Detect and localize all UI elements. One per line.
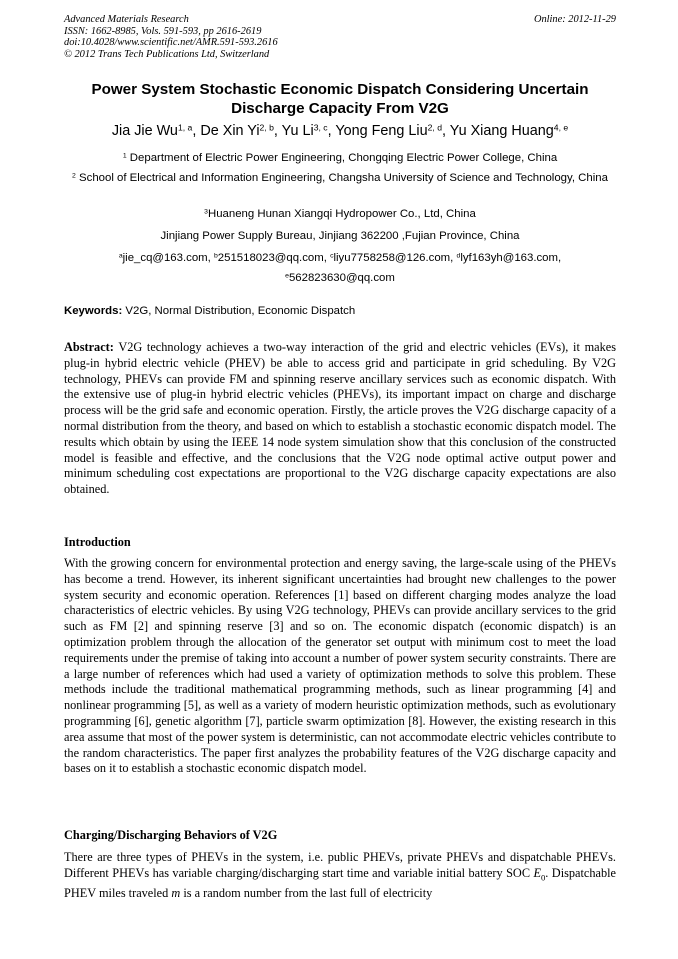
affiliation-2 [64, 170, 616, 186]
charging-heading: Charging/Discharging Behaviors of V2G [64, 828, 278, 842]
author-name: De Xin Yi [200, 123, 260, 139]
affiliation-3 [64, 206, 616, 222]
journal-name: Advanced Materials Research [64, 14, 189, 25]
author-sup: 2, b [259, 122, 274, 133]
email-address: 562823630@qq.com [288, 272, 395, 284]
email-address: liyu7758258@126.com, [333, 252, 457, 264]
math-m: m [171, 886, 181, 901]
abstract-label: Abstract: [64, 340, 114, 354]
email-sup: b [213, 252, 218, 260]
paper-title: Power System Stochastic Economic Dispatch Considering Uncertain Discharge Capacity From V2G [91, 81, 589, 117]
affiliation-sup: 3 [204, 208, 208, 216]
email-address: lyf163yh@163.com, [460, 252, 562, 264]
affiliation-text: Huaneng Hunan Xiangqi Hydropower Co., Ltd, China [207, 208, 476, 220]
affiliation-sup: 1 [122, 152, 127, 160]
author-sep: , [442, 123, 450, 139]
abstract-text: V2G technology achieves a two-way interaction of the grid and electric vehicles (EVs), it makes plug-in hybrid electric vehicle (PHEV) be able to access grid and participate in grid scheduling. By V2G technology, PHEVs can provide FM and spinning reserve ancillary services such as economic dispatch. With the extensive use of plug-in hybrid electric vehicles (PHEVs), its important impact on charge and discharge process will be the grid safe and economic operation. Firstly, the article proves the V2G discharge capacity of a normal distribution from the theory, and based on which to establish a stochastic economic dispatch model. The results which obtain by using the IEEE 14 node system simulation show that this conclusion of the constructed model is feasible and effective, and the conclusions that the V2G node optimal active output power and minimum scheduling cost expectations are proportional to the V2G discharge capacity expectations are also obtained. [64, 340, 616, 497]
author-sep: , [327, 123, 336, 139]
keywords-label: Keywords: [64, 305, 123, 317]
affiliation-text: Department of Electric Power Engineering, Chongqing Electric Power College, China [126, 152, 558, 164]
keywords-text: V2G, Normal Distribution, Economic Dispatch [122, 305, 356, 317]
author-name: Jia Jie Wu [111, 123, 178, 139]
math-symbol: E [533, 865, 541, 880]
affiliation-4: Jinjiang Power Supply Bureau, Jinjiang 362200 ,Fujian Province, China [160, 230, 520, 242]
charging-text-part: There are three types of PHEVs in the system, i.e. public PHEVs, private PHEVs and dispatchable PHEVs. Different PHEVs has variable charging/discharging start time and variable initial battery SOC [64, 850, 616, 880]
email-e [64, 270, 616, 286]
author-name: Yu Xiang Huang [449, 123, 554, 139]
email-list [64, 250, 616, 266]
online-date: Online: 2012-11-29 [533, 14, 616, 25]
email-sup: c [330, 252, 334, 260]
copyright-line: © 2012 Trans Tech Publications Ltd, Switzerland [64, 48, 270, 60]
author-list [64, 122, 616, 140]
keywords [64, 304, 616, 319]
author-sep: , [273, 123, 282, 139]
charging-text [64, 850, 616, 902]
author-sup: 4, e [553, 122, 569, 133]
email-address: 251518023@qq.com, [217, 252, 331, 264]
journal-header [64, 14, 616, 60]
email-sup: d [456, 252, 461, 260]
email-sup: e [285, 272, 289, 280]
email-sup: a [118, 252, 123, 260]
math-subscript: 0 [540, 872, 546, 883]
affiliation-text: School of Electrical and Information Engineering, Changsha University of Science and Technology, China [75, 172, 608, 184]
author-sup: 2, d [427, 122, 443, 133]
author-sup: 3, c [313, 122, 328, 133]
author-sup: 1, a [177, 122, 193, 133]
charging-text-part: is a random number from the last full of electricity [180, 886, 433, 901]
affiliation-sup: 2 [72, 172, 76, 180]
author-sep: , [192, 123, 201, 139]
introduction-heading: Introduction [64, 535, 131, 549]
issn-line: ISSN: 1662-8985, Vols. 591-593, pp 2616-2619 [64, 25, 262, 37]
author-name: Yong Feng Liu [335, 123, 428, 139]
abstract [64, 340, 616, 498]
doi-line: doi:10.4028/www.scientific.net/AMR.591-593.2616 [64, 37, 278, 48]
email-address: jie_cq@163.com, [122, 252, 214, 264]
affiliation-1 [64, 150, 616, 166]
author-name: Yu Li [281, 123, 314, 139]
charging-text-part: . Dispatchable PHEV miles traveled [64, 865, 616, 901]
math-e0 [533, 865, 546, 883]
introduction-text: With the growing concern for environmental protection and energy saving, the large-scale using of the PHEVs has become a trend. However, its inherent significant uncertainties had brought new challenges to the power system security and economic operation. References [1] based on different charging modes analyze the load characteristics of electric vehicles. By using V2G technology, PHEVs can provide ancillary services to the grid such as FM [2] and spinning reserve [3] and so on. The economic dispatch (economic dispatch) is an optimization problem through the allocation of the generator set output with minimum cost to meet the load requirements under the premise of taking into account a number of power system security constraints. There are a large number of references which had used a variety of optimization methods to solve this problem. These methods include the traditional mathematical programming methods, such as linear programming [4] and nonlinear programming [5], as well as a variety of modern heuristic optimization methods, such as evolutionary programming [6], genetic algorithm [7], particle swarm optimization [8]. However, the existing research in this area assume that most of the power system is deterministic, can not accommodate electric vehicles contribute to the random characteristics. The paper first analyzes the probability features of the V2G discharge capacity and bases on it to establish a stochastic economic dispatch model. [64, 556, 616, 776]
